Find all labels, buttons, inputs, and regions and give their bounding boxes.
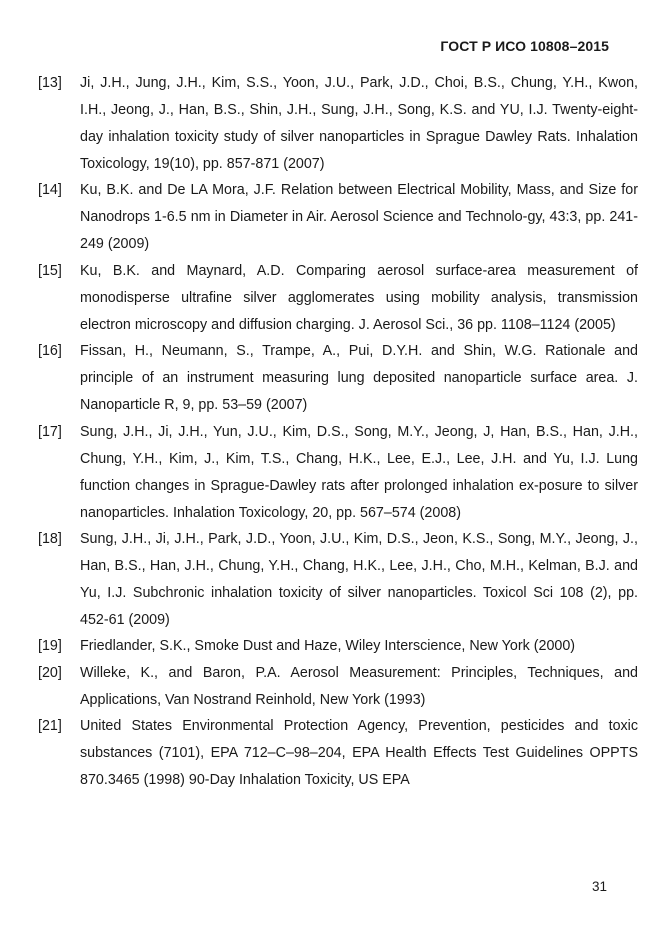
reference-number: [14] xyxy=(38,182,62,199)
reference-number: [21] xyxy=(38,718,62,735)
reference-text: Sung, J.H., Ji, J.H., Park, J.D., Yoon, J.U., Kim, D.S., Jeon, K.S., Song, M.Y., Jeong, J., Han, B.S., Han, J.H., Chung, Y.H., Chang, H.K., Lee, J.H., Cho, M.H., Kelman, B.J. and Yu, I.J. Subchronic inhalation toxicity of silver nanoparticles. Toxicol Sci 108 (2), pp. 452-61 (2009) xyxy=(80,531,638,629)
reference-text: Fissan, H., Neumann, S., Trampe, A., Pui, D.Y.H. and Shin, W.G. Rationale and principle of an instrument measuring lung deposited nanoparticle surface area. J. Nanoparticle R, 9, pp. 53–59 (2007) xyxy=(80,343,638,414)
reference-item xyxy=(38,526,638,634)
reference-number: [17] xyxy=(38,423,62,440)
reference-number: [13] xyxy=(38,75,62,91)
reference-number: [15] xyxy=(38,262,62,279)
reference-text: Ji, J.H., Jung, J.H., Kim, S.S., Yoon, J.U., Park, J.D., Choi, B.S., Chung, Y.H., Kwon, I.H., Jeong, J., Han, B.S., Shin, J.H., Sung, J.H., Song, K.S. and YU, I.J. Twenty-eight-day inhalation toxicity study of silver nanoparticles in Sprague Dawley Rats. Inhalation Toxicology, 19(10), pp. 857-871 (2007) xyxy=(80,75,638,172)
reference-number: [16] xyxy=(38,343,62,360)
reference-item xyxy=(38,660,638,714)
reference-number: [19] xyxy=(38,638,62,655)
reference-item xyxy=(38,713,638,794)
reference-text: Ku, B.K. and De LA Mora, J.F. Relation between Electrical Mobility, Mass, and Size for Nanodrops 1-6.5 nm in Diameter in Air. Aerosol Science and Technolo-gy, 43:3, pp. 241-249 (2009) xyxy=(80,182,638,253)
reference-item xyxy=(38,633,638,660)
page-number: 31 xyxy=(591,879,607,894)
reference-item xyxy=(38,70,638,178)
document-header: ГОСТ Р ИСО 10808–2015 xyxy=(440,38,609,54)
reference-item xyxy=(38,419,638,527)
reference-number: [18] xyxy=(38,531,62,548)
reference-text: Sung, J.H., Ji, J.H., Yun, J.U., Kim, D.S., Song, M.Y., Jeong, J, Han, B.S., Han, J.H., Chung, Y.H., Kim, J., Kim, T.S., Chang, H.K., Lee, E.J., Lee, J.H. and Yu, I.J. Lung function changes in Sprague-Dawley rats after prolonged inhalation ex-posure to silver nanoparticles. Inhalation Toxicology, 20, pp. 567–574 (2008) xyxy=(80,423,638,521)
reference-item xyxy=(38,177,638,258)
reference-text: Friedlander, S.K., Smoke Dust and Haze, Wiley Interscience, New York (2000) xyxy=(80,638,576,655)
reference-list xyxy=(38,70,638,794)
reference-text: Willeke, K., and Baron, P.A. Aerosol Measurement: Principles, Techniques, and Applications, Van Nostrand Reinhold, New York (1993) xyxy=(80,664,638,708)
reference-text: United States Environmental Protection Agency, Prevention, pesticides and toxic substances (7101), EPA 712–C–98–204, EPA Health Effects Test Guidelines OPPTS 870.3465 (1998) 90-Day Inhalation Toxicity, US EPA xyxy=(80,718,638,789)
reference-number: [20] xyxy=(38,664,62,681)
reference-item xyxy=(38,338,638,419)
reference-item xyxy=(38,258,638,339)
reference-text: Ku, B.K. and Maynard, A.D. Comparing aerosol surface-area measurement of monodisperse ultrafine silver agglomerates using mobility analysis, transmission electron microscopy and diffusion charging. J. Aerosol Sci., 36 pp. 1108–1124 (2005) xyxy=(80,262,638,333)
